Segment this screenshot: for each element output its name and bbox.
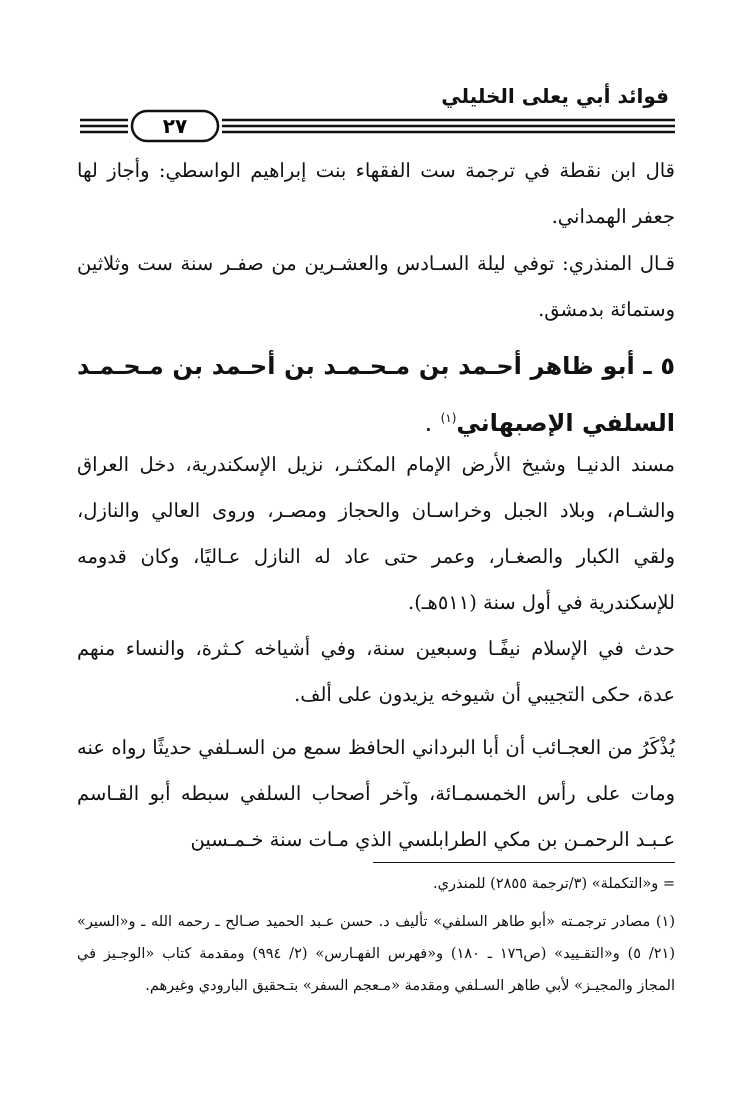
paragraph-narration: حدث في الإسلام نيفًـا وسبعين سنة، وفي أشياخه كـثرة، والنساء منهم عدة، حكى التجيبي أن شيوخه يزيدون على ألف. xyxy=(77,637,675,706)
heading-footnote-ref: (١) xyxy=(440,411,457,425)
running-title: فوائد أبي يعلى الخليلي xyxy=(441,84,669,108)
footnote-separator xyxy=(373,862,675,863)
paragraph-wonders: يُذْكَرُ من العجـائب أن أبا البرداني الحافظ سمع من السـلفي حديثًا رواه عنه ومات على رأس الخمسمـائة، وآخر أصحاب السلفي سبطه أبو القـاسم عـبـد الرحمـن بن مكي الطرابلسي الذي مـات سنة خـمـسين xyxy=(77,736,675,851)
footnote-continuation: = و«التكملة» (٣/ترجمة ٢٨٥٥) للمنذري. xyxy=(433,876,675,892)
heading-end: . xyxy=(424,409,433,437)
section-heading xyxy=(77,340,675,449)
paragraph-biography: مسند الدنيـا وشيخ الأرض الإمام المكثـر، نزيل الإسكندرية، دخل العراق والشـام، وبلاد الجبل وخراسـان والحجاز ومصـر، وروى العالي والنازل، ولقي الكبار والصغـار، وعمر حتى عاد له النازل عـاليًا، وكان قدومه للإسكندرية في أول سنة (٥١١هـ). xyxy=(77,453,675,614)
footnote-1: (١) مصادر ترجمـته «أبو طاهر السلفي» تأليف د. حسن عـبد الحميد صـالح ـ رحمه الله ـ و«السير» (٢١/ ٥) و«التقـييد» (ص١٧٦ ـ ١٨٠) و«فهرس الفهـارس» (٢/ ٩٩٤) ومقدمة كتاب «الوجـيز في المجاز والمجيـز» لأبي طاهر السـلفي ومقدمة «مـعجم السفر» بتـحقيق البارودي وغيرهم. xyxy=(77,914,676,994)
heading-text: ٥ ـ أبو ظاهر أحـمد بن مـحـمـد بن أحـمد بن مـحـمـد السلفي الإصبهاني xyxy=(77,352,675,437)
page-number: ٢٧ xyxy=(162,114,188,138)
page-number-rule xyxy=(80,108,675,144)
paragraph-mundhiri: قـال المنذري: توفي ليلة السـادس والعشـرين من صفـر سنة ست وثلاثين وستمائة بدمشق. xyxy=(77,252,675,321)
paragraph-ibn-nuqta: قال ابن نقطة في ترجمة ست الفقهاء بنت إبراهيم الواسطي: وأجاز لها جعفر الهمداني. xyxy=(77,159,675,228)
